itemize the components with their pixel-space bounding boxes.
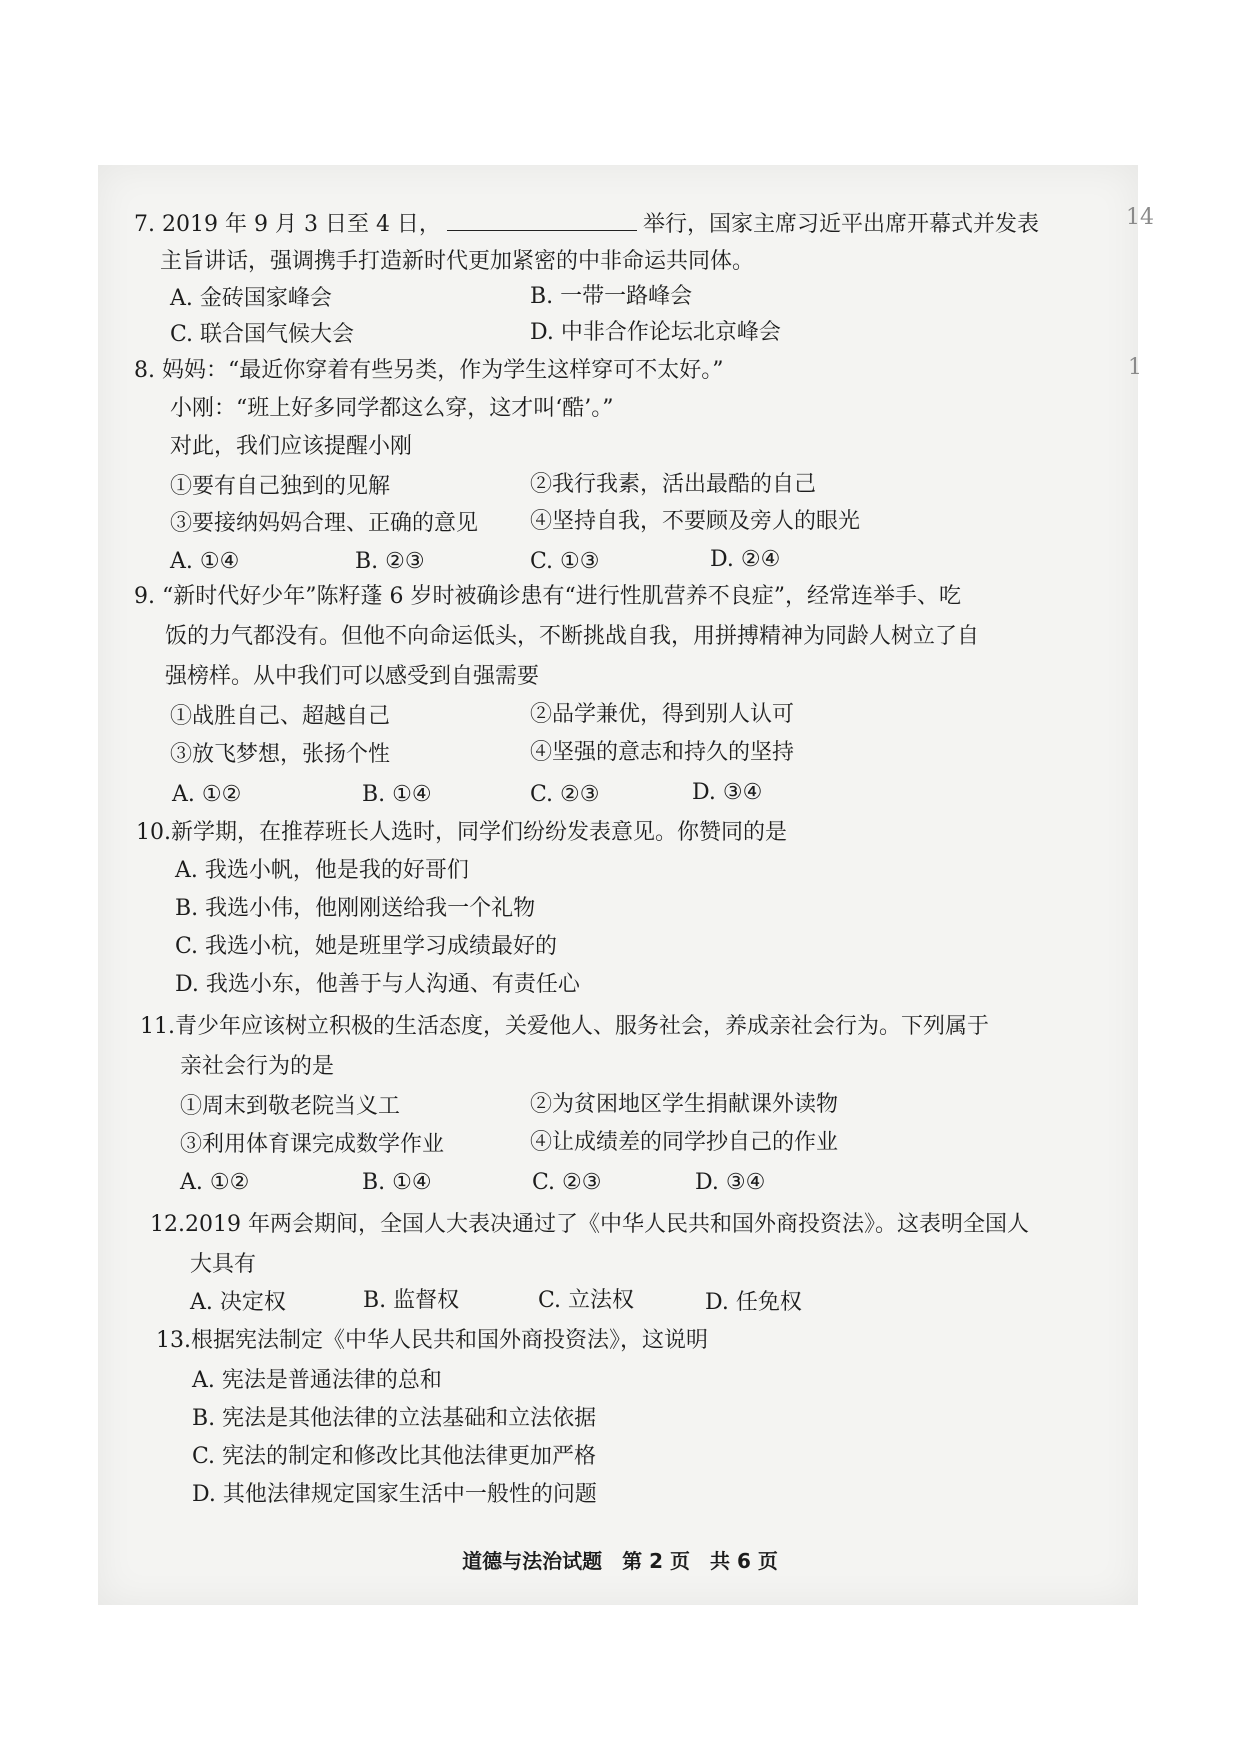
question-12 (150, 1210, 1029, 1240)
option-b: B. 我选小伟，他刚刚送给我一个礼物 (175, 896, 536, 921)
question-stem: 举行，国家主席习近平出席开幕式并发表 (642, 212, 1039, 237)
statement-1: ①周末到敬老院当义工 (180, 1094, 401, 1119)
page-footer: 道德与法治试题 第 2 页 共 6 页 (462, 1549, 778, 1573)
option-c: C. 宪法的制定和修改比其他法律更加严格 (192, 1444, 597, 1469)
question-number: 10. (136, 820, 171, 845)
statement-2: ②为贫困地区学生捐献课外读物 (530, 1092, 839, 1117)
option-c: C. ②③ (530, 782, 600, 807)
option-c: C. ①③ (530, 549, 600, 574)
option-a: A. 决定权 (190, 1290, 286, 1315)
question-7 (134, 208, 1039, 240)
option-a: A. ①② (180, 1170, 250, 1195)
option-d: D. ③④ (695, 1170, 766, 1195)
question-stem: 小刚：“班上好多同学都这么穿，这才叫‘酷’。” (170, 396, 614, 421)
option-d: D. 任免权 (705, 1290, 802, 1315)
question-stem: 2019 年两会期间，全国人大表决通过了《中华人民共和国外商投资法》。这表明全国人 (185, 1212, 1029, 1237)
option-d: D. ②④ (710, 547, 781, 572)
option-b: B. ①④ (362, 1170, 432, 1195)
statement-1: ①战胜自己、超越自己 (170, 704, 391, 729)
question-stem: 根据宪法制定《中华人民共和国外商投资法》，这说明 (191, 1328, 709, 1353)
question-11 (140, 1012, 989, 1042)
question-stem: 主旨讲话，强调携手打造新时代更加紧密的中非命运共同体。 (160, 249, 755, 274)
question-stem: 大具有 (190, 1252, 257, 1277)
question-number: 8. (134, 358, 155, 383)
question-13 (156, 1326, 708, 1356)
question-8 (134, 356, 724, 386)
option-a: A. ①④ (170, 549, 240, 574)
statement-3: ③放飞梦想，张扬个性 (170, 742, 391, 767)
option-b: B. 监督权 (363, 1288, 460, 1313)
statement-3: ③利用体育课完成数学作业 (180, 1132, 445, 1157)
statement-2: ②我行我素，活出最酷的自己 (530, 472, 817, 497)
option-a: A. 宪法是普通法律的总和 (192, 1368, 442, 1393)
question-stem: “新时代好少年”陈籽蓬 6 岁时被确诊患有“进行性肌营养不良症”，经常连举手、吃 (162, 584, 961, 609)
question-stem: 饭的力气都没有。但他不向命运低头，不断挑战自我，用拼搏精神为同龄人树立了自 (165, 624, 980, 649)
question-stem: 对此，我们应该提醒小刚 (170, 434, 413, 459)
question-9 (134, 582, 961, 612)
question-stem: 2019 年 9 月 3 日至 4 日， (162, 212, 441, 237)
option-a: A. ①② (172, 782, 242, 807)
statement-1: ①要有自己独到的见解 (170, 474, 391, 499)
option-a: A. 我选小帆，他是我的好哥们 (175, 858, 469, 883)
option-b: B. 宪法是其他法律的立法基础和立法依据 (192, 1406, 597, 1431)
answer-blank (447, 208, 637, 231)
question-number: 11. (140, 1014, 175, 1039)
statement-4: ④让成绩差的同学抄自己的作业 (530, 1130, 839, 1155)
statement-2: ②品学兼优，得到别人认可 (530, 702, 795, 727)
statement-3: ③要接纳妈妈合理、正确的意见 (170, 511, 479, 536)
option-d: D. ③④ (692, 780, 763, 805)
option-d: D. 其他法律规定国家生活中一般性的问题 (192, 1482, 597, 1507)
option-b: B. ②③ (355, 549, 425, 574)
option-c: C. 立法权 (538, 1288, 635, 1313)
option-c: C. 我选小杭，她是班里学习成绩最好的 (175, 934, 558, 959)
option-b: B. 一带一路峰会 (530, 284, 693, 309)
statement-4: ④坚持自我，不要顾及旁人的眼光 (530, 509, 861, 534)
option-d: D. 我选小东，他善于与人沟通、有责任心 (175, 972, 580, 997)
question-number: 7. (134, 212, 155, 237)
option-c: C. 联合国气候大会 (170, 322, 355, 347)
question-number: 13. (156, 1328, 191, 1353)
question-stem: 亲社会行为的是 (180, 1054, 335, 1079)
edge-mark: 1 (1128, 355, 1142, 380)
question-number: 12. (150, 1212, 185, 1237)
option-c: C. ②③ (532, 1170, 602, 1195)
question-stem: 新学期，在推荐班长人选时，同学们纷纷发表意见。你赞同的是 (171, 820, 788, 845)
option-d: D. 中非合作论坛北京峰会 (530, 320, 781, 345)
edge-mark: 14 (1126, 205, 1154, 230)
statement-4: ④坚强的意志和持久的坚持 (530, 740, 795, 765)
question-stem: 青少年应该树立积极的生活态度，关爱他人、服务社会，养成亲社会行为。下列属于 (175, 1014, 990, 1039)
option-b: B. ①④ (362, 782, 432, 807)
question-10 (136, 818, 787, 848)
option-a: A. 金砖国家峰会 (170, 286, 332, 311)
question-stem: 强榜样。从中我们可以感受到自强需要 (165, 664, 540, 689)
question-stem: 妈妈：“最近你穿着有些另类，作为学生这样穿可不太好。” (162, 358, 724, 383)
question-number: 9. (134, 584, 155, 609)
